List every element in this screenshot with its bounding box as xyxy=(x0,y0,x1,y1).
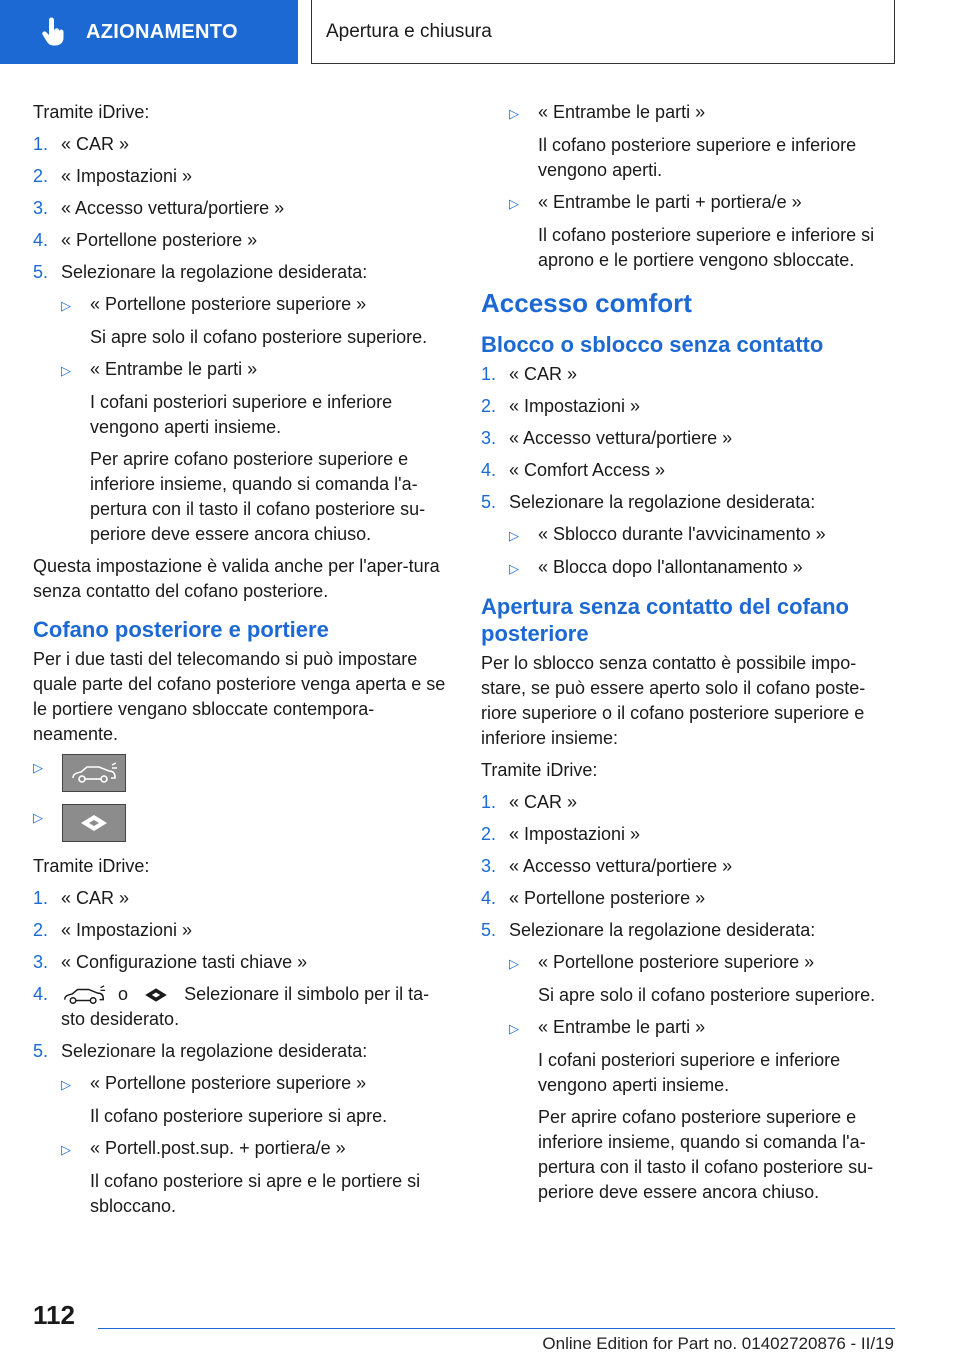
diamond-arrows-icon xyxy=(139,985,173,1005)
section-heading: Blocco o sblocco senza contatto xyxy=(481,332,824,357)
list-item: 2. « Impostazioni » xyxy=(33,920,193,940)
paragraph: Tramite iDrive: xyxy=(481,760,598,780)
car-tailgate-icon xyxy=(61,984,107,1006)
bullet-item: ▷ « Blocca dopo l'allontanamento » xyxy=(509,555,896,581)
paragraph: Tramite iDrive: xyxy=(33,856,150,876)
hand-pointer-icon xyxy=(40,17,66,47)
bullet-icon: ▷ xyxy=(509,196,519,211)
bullet-item: ▷ « Entrambe le parti » xyxy=(61,357,448,383)
bullet-item: ▷ « Portellone posteriore superiore » xyxy=(509,950,896,976)
bullet-icon: ▷ xyxy=(509,956,519,971)
bullet-description: Il cofano posteriore superiore e inferiore vengono aperti. xyxy=(538,135,857,180)
section-heading: Apertura senza contatto del cofano posteriore xyxy=(481,594,849,646)
list-item: 3. « Accesso vettura/portiere » xyxy=(481,856,733,876)
paragraph: Tramite iDrive: xyxy=(33,102,150,122)
page-number: 112 xyxy=(33,1300,75,1330)
section-label: AZIONAMENTO xyxy=(86,20,238,43)
list-item: 4. « Portellone posteriore » xyxy=(33,230,258,250)
bullet-icon: ▷ xyxy=(509,528,519,543)
bullet-item: ▷ « Entrambe le parti » xyxy=(509,1015,896,1041)
chapter-heading: Accesso comfort xyxy=(481,288,692,318)
key-option-diamond xyxy=(33,804,448,842)
left-column xyxy=(33,100,448,1226)
bullet-description: Il cofano posteriore si apre e le portiere si sbloccano. xyxy=(90,1171,421,1216)
edition-note: Online Edition for Part no. 01402720876 - II/19 xyxy=(542,1334,894,1353)
list-item: 2. « Impostazioni » xyxy=(481,396,641,416)
list-item: 3. « Accesso vettura/portiere » xyxy=(481,428,733,448)
list-item: 5. Selezionare la regolazione desiderata: xyxy=(33,262,368,282)
list-item: 1. « CAR » xyxy=(33,888,130,908)
list-item: 4. « Portellone posteriore » xyxy=(481,888,706,908)
list-item: 4. « Comfort Access » xyxy=(481,460,666,480)
bullet-item: ▷ « Portell.post.sup. + portiera/e » xyxy=(61,1136,448,1162)
bullet-description: Si apre solo il cofano posteriore superiore. xyxy=(90,327,428,347)
bullet-item: ▷ « Entrambe le parti » xyxy=(509,100,896,126)
list-item: 3. « Accesso vettura/portiere » xyxy=(33,198,285,218)
bullet-item: ▷ « Sblocco durante l'avvicinamento » xyxy=(509,522,896,548)
paragraph: Per lo sblocco senza contatto è possibile impo-stare, se può essere aperto solo il cofano poste-riore superiore o il cofano posteriore superiore e inferiore insieme: xyxy=(481,653,866,748)
page-title: Apertura e chiusura xyxy=(311,0,895,64)
bullet-description: Si apre solo il cofano posteriore superiore. xyxy=(538,985,876,1005)
car-tailgate-icon xyxy=(62,754,126,792)
bullet-icon: ▷ xyxy=(33,760,43,775)
bullet-icon: ▷ xyxy=(509,561,519,576)
bullet-icon: ▷ xyxy=(509,1021,519,1036)
list-item: 3. « Configurazione tasti chiave » xyxy=(33,952,308,972)
footer-divider xyxy=(98,1328,895,1329)
list-item: 5. Selezionare la regolazione desiderata: xyxy=(481,492,816,512)
bullet-icon: ▷ xyxy=(61,1077,71,1092)
list-item: 1. « CAR » xyxy=(481,364,578,384)
list-item: 5. Selezionare la regolazione desiderata: xyxy=(481,920,816,940)
bullet-item: ▷ « Portellone posteriore superiore » xyxy=(61,292,448,318)
right-column xyxy=(481,100,896,1212)
bullet-description: Il cofano posteriore superiore si apre. xyxy=(90,1106,388,1126)
list-item: 1. « CAR » xyxy=(33,134,130,154)
list-item: 1. « CAR » xyxy=(481,792,578,812)
bullet-item: ▷ « Portellone posteriore superiore » xyxy=(61,1071,448,1097)
bullet-icon: ▷ xyxy=(61,298,71,313)
bullet-icon: ▷ xyxy=(33,810,43,825)
bullet-description: Il cofano posteriore superiore e inferiore si aprono e le portiere vengono sbloccate. xyxy=(538,225,875,270)
list-item: 2. « Impostazioni » xyxy=(481,824,641,844)
bullet-icon: ▷ xyxy=(509,106,519,121)
bullet-icon: ▷ xyxy=(61,1142,71,1157)
bullet-description: Per aprire cofano posteriore superiore e inferiore insieme, quando si comanda l'a-pertura con il tasto il cofano posteriore su-periore deve essere ancora chiuso. xyxy=(538,1107,874,1202)
section-heading: Cofano posteriore e portiere xyxy=(33,617,329,642)
section-tab xyxy=(0,0,298,64)
bullet-description: I cofani posteriori superiore e inferiore vengono aperti insieme. xyxy=(538,1050,841,1095)
list-item: 4. o Selezionare il simbolo per il ta-sto desiderato. xyxy=(33,984,430,1029)
bullet-description: I cofani posteriori superiore e inferiore vengono aperti insieme. xyxy=(90,392,393,437)
list-item: 5. Selezionare la regolazione desiderata: xyxy=(33,1041,368,1061)
bullet-description: Per aprire cofano posteriore superiore e inferiore insieme, quando si comanda l'a-pertura con il tasto il cofano posteriore su-periore deve essere ancora chiuso. xyxy=(90,449,426,544)
diamond-arrows-icon xyxy=(62,804,126,842)
paragraph: Questa impostazione è valida anche per l'aper-tura senza contatto del cofano posteriore. xyxy=(33,556,440,601)
key-option-car xyxy=(33,754,448,792)
list-item: 2. « Impostazioni » xyxy=(33,166,193,186)
paragraph: Per i due tasti del telecomando si può impostare quale parte del cofano posteriore venga aperta e se le portiere vengano sbloccate contempora-neamente. xyxy=(33,649,446,744)
bullet-item: ▷ « Entrambe le parti + portiera/e » xyxy=(509,190,896,216)
bullet-icon: ▷ xyxy=(61,363,71,378)
